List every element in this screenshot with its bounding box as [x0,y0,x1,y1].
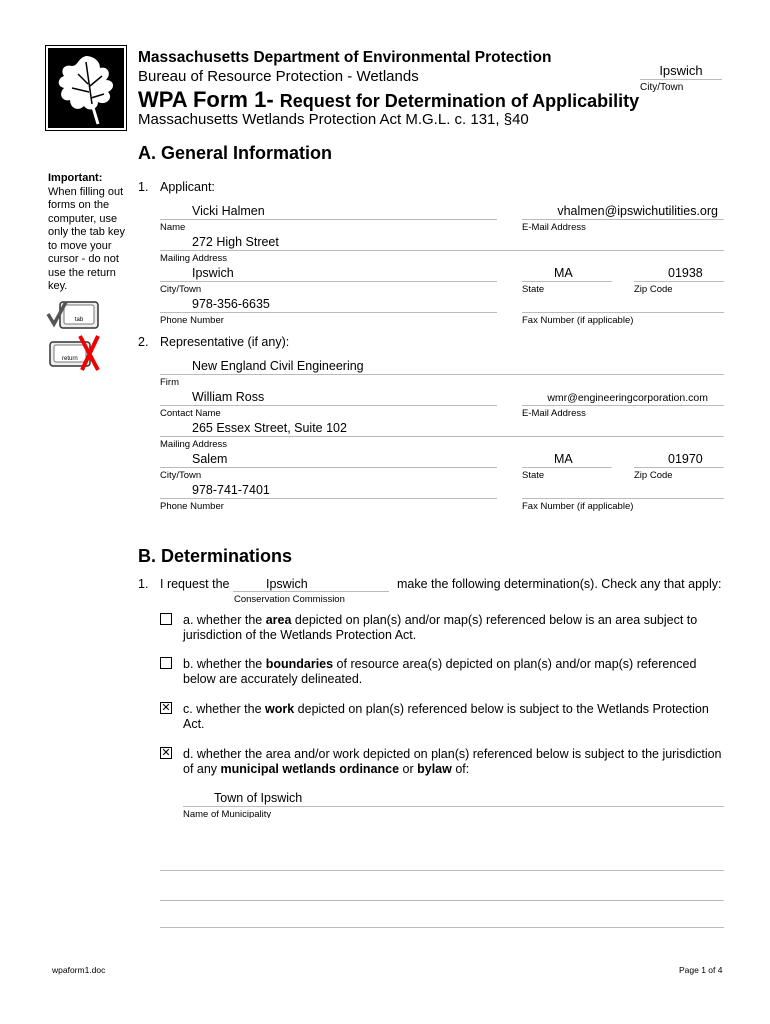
commission-label: Conservation Commission [234,594,345,605]
rep-address-label: Mailing Address [160,439,228,450]
applicant-city-label: City/Town [160,284,202,295]
tab-key-icon [46,298,100,332]
bureau-name: Bureau of Resource Protection - Wetlands [138,68,419,85]
important-note [48,172,130,294]
important-text: When filling out forms on the computer, use only the tab key to move your cursor - do not use the return key. [48,185,126,292]
rep-fax-label: Fax Number (if applicable) [522,501,634,512]
form-subtitle: Request for Determination of Applicability [279,91,640,111]
determination-number: 1. [138,577,149,591]
option-a-pre: a. whether the [183,613,266,627]
header-city-town-field[interactable]: Ipswich [640,63,722,80]
rep-firm-label: Firm [160,377,179,388]
rep-zip-field[interactable]: 01970 [668,452,703,466]
option-b-checkbox[interactable] [160,657,172,669]
oak-leaf-icon [48,48,124,128]
rep-contact-label: Contact Name [160,408,221,419]
footer-page-number: Page 1 of 4 [679,965,723,975]
rep-city-underline [160,467,497,468]
rep-state-underline [522,467,612,468]
option-d-checkbox[interactable]: ✕ [161,747,171,759]
option-b-pre: b. whether the [183,657,266,671]
return-key-label: return [62,356,78,362]
option-b-post: of resource area(s) depicted on plan(s) and/or map(s) referenced below are accurately delineated. [183,657,697,686]
form-title [138,87,639,113]
return-key-icon [48,334,104,374]
option-d-post2: of: [451,762,470,776]
option-b-bold: boundaries [265,657,334,671]
applicant-fax-underline [522,312,724,313]
footer-filename: wpaform1.doc [52,965,106,975]
rep-phone-field[interactable]: 978-741-7401 [192,483,270,497]
applicant-state-field[interactable]: MA [554,266,573,280]
rep-phone-label: Phone Number [160,501,224,512]
applicant-email-field[interactable]: vhalmen@ipswichutilities.org [557,204,718,218]
municipality-label: Name of Municipality [183,809,272,818]
applicant-phone-label: Phone Number [160,315,224,326]
option-d-bold2: bylaw [417,762,452,776]
blank-line-3[interactable] [160,927,724,928]
option-c-pre: c. whether the [183,702,265,716]
applicant-email-underline [522,219,724,220]
rep-zip-label: Zip Code [634,470,673,481]
act-reference: Massachusetts Wetlands Protection Act M.G.L. c. 131, §40 [138,111,529,128]
rep-firm-underline [160,374,724,375]
dep-logo [45,45,127,131]
applicant-zip-label: Zip Code [634,284,673,295]
applicant-city-underline [160,281,497,282]
agency-name: Massachusetts Department of Environmental Protection [138,49,552,66]
option-c-checkbox[interactable]: ✕ [161,702,171,714]
header-city-town-label: City/Town [640,82,684,93]
option-d-text [183,747,723,777]
rep-email-underline [522,405,724,406]
request-suffix: make the following determination(s). Check any that apply: [397,577,722,591]
option-a-text [183,613,723,643]
applicant-fax-label: Fax Number (if applicable) [522,315,634,326]
request-prefix: I request the [160,577,230,591]
rep-city-label: City/Town [160,470,202,481]
section-a-title: A. General Information [138,143,333,163]
rep-contact-field[interactable]: William Ross [192,390,265,404]
rep-state-field[interactable]: MA [554,452,573,466]
applicant-name-field[interactable]: Vicki Halmen [192,204,265,218]
option-d-bold: municipal wetlands ordinance [220,762,400,776]
blank-line-2[interactable] [160,900,724,901]
option-c-bold: work [265,702,295,716]
important-title: Important: [48,172,103,184]
commission-underline [233,591,389,592]
representative-number: 2. [138,335,149,349]
municipality-underline [183,806,724,807]
option-d-post: or [399,762,418,776]
applicant-name-label: Name [160,222,186,233]
rep-email-label: E-Mail Address [522,408,586,419]
option-c-post: depicted on plan(s) referenced below is subject to the Wetlands Protection Act. [183,702,709,731]
applicant-zip-field[interactable]: 01938 [668,266,703,280]
applicant-email-label: E-Mail Address [522,222,586,233]
representative-heading: Representative (if any): [160,335,290,349]
blank-line-1[interactable] [160,870,724,871]
applicant-name-underline [160,219,497,220]
rep-email-field[interactable]: wmr@engineeringcorporation.com [547,392,708,404]
applicant-phone-underline [160,312,497,313]
applicant-state-label: State [522,284,545,295]
applicant-phone-field[interactable]: 978-356-6635 [192,297,270,311]
applicant-city-field[interactable]: Ipswich [192,266,234,280]
option-a-bold: area [265,613,292,627]
tab-key-label: tab [74,317,84,323]
applicant-address-field[interactable]: 272 High Street [192,235,279,249]
rep-fax-underline [522,498,724,499]
form-number: WPA Form 1- [138,87,274,112]
applicant-address-underline [160,250,724,251]
applicant-address-label: Mailing Address [160,253,228,264]
rep-address-underline [160,436,724,437]
rep-phone-underline [160,498,497,499]
commission-field[interactable]: Ipswich [266,577,308,591]
rep-firm-field[interactable]: New England Civil Engineering [192,359,364,373]
rep-state-label: State [522,470,545,481]
applicant-zip-underline [634,281,724,282]
rep-contact-underline [160,405,497,406]
option-b-text [183,657,723,687]
applicant-heading: Applicant: [160,180,215,194]
option-d-pre: d. whether the area and/or work depicted on plan(s) referenced below is subject to the jurisdiction of any [183,747,722,776]
rep-address-field[interactable]: 265 Essex Street, Suite 102 [192,421,347,435]
option-a-post: depicted on plan(s) and/or map(s) referenced below is an area subject to jurisdiction of the Wetlands Protection Act. [183,613,698,642]
section-b-title: B. Determinations [138,546,293,566]
applicant-state-underline [522,281,612,282]
applicant-number: 1. [138,180,149,194]
option-a-checkbox[interactable] [160,613,172,625]
option-c-text [183,702,723,732]
rep-city-field[interactable]: Salem [192,452,228,466]
rep-zip-underline [634,467,724,468]
municipality-field[interactable]: Town of Ipswich [214,791,303,805]
